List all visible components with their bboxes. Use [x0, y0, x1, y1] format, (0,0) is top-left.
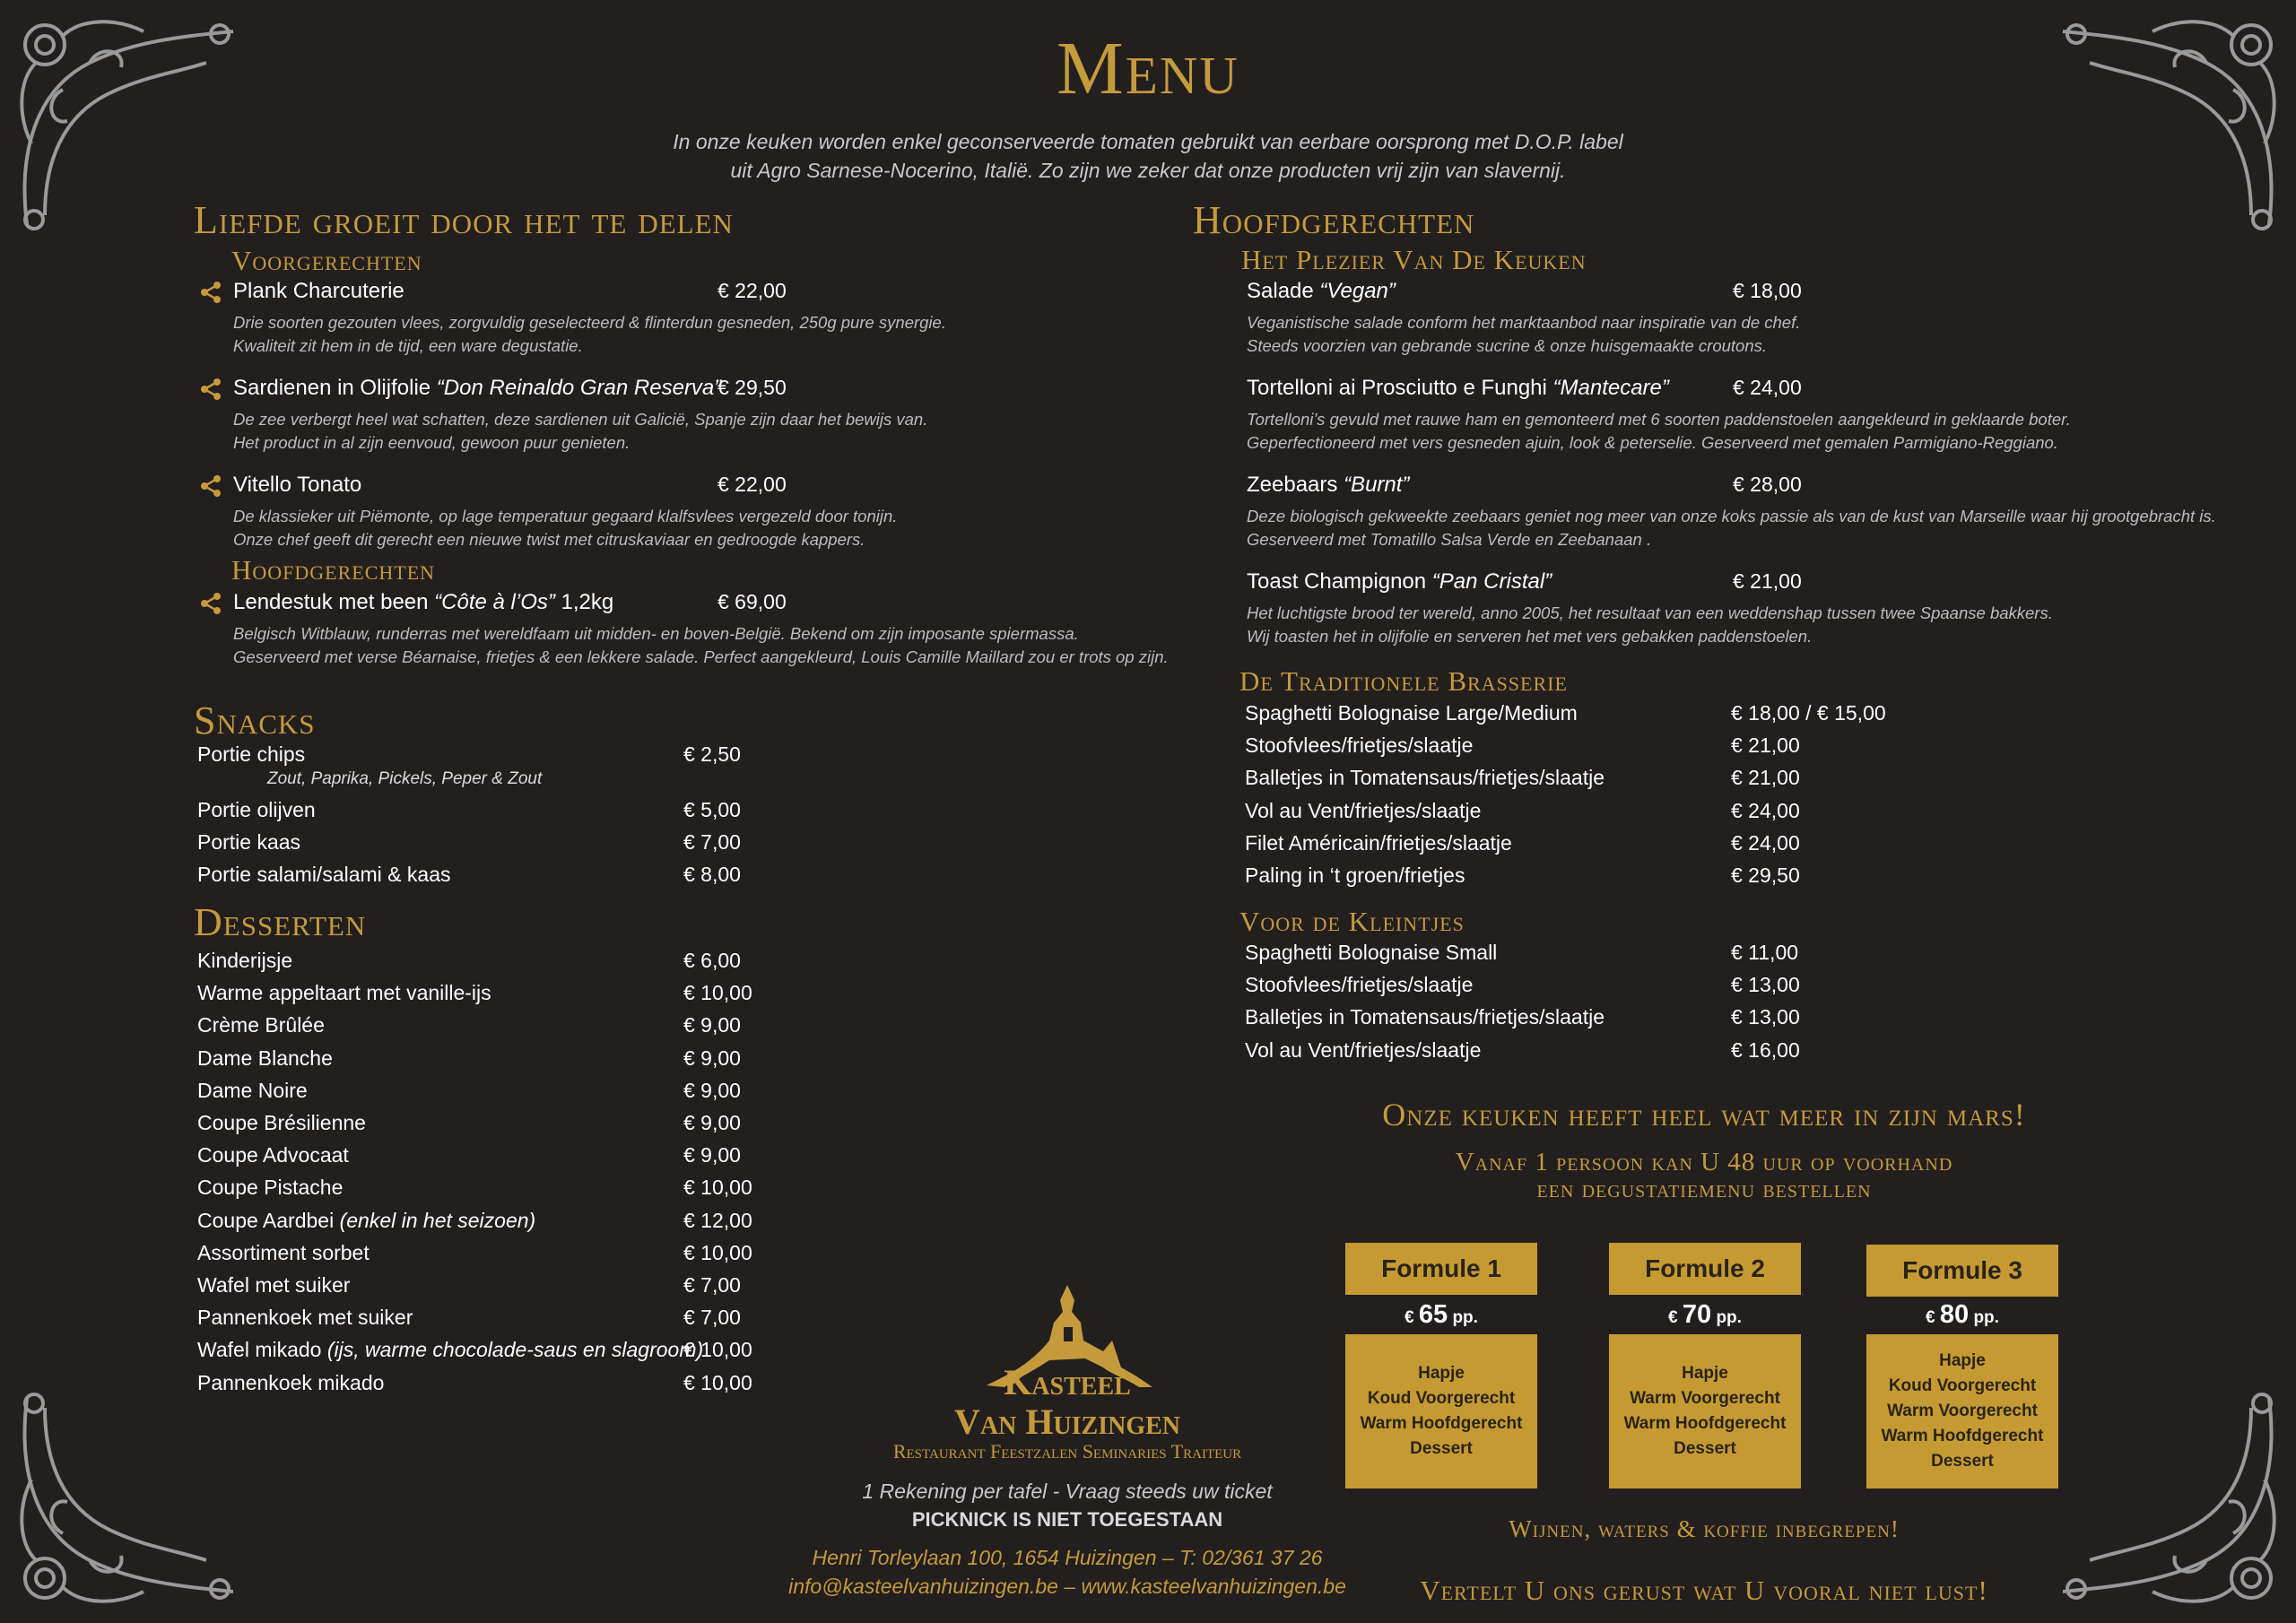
item-name: Vitello Tonato [233, 473, 362, 497]
item-name: Crème Brûlée [197, 1013, 325, 1037]
item-price: € 24,00 [1733, 376, 1802, 399]
picnic-note: PICKNICK IS NIET TOEGESTAAN [911, 1508, 1223, 1531]
formula-course: Warm Hoofdgerecht [1623, 1414, 1787, 1433]
item-price: € 10,00 [683, 1240, 752, 1264]
subsection-brasserie: De Traditionele Brasserie [1239, 665, 1568, 697]
item-name: Spaghetti Bolognaise Large/Medium [1245, 701, 1578, 725]
item-price: € 29,50 [718, 376, 787, 399]
intro-line-1: In onze keuken worden enkel geconserveerde tomaten gebruikt van eerbare oorsprong met D.O.P. label [673, 130, 1623, 153]
brand-tagline: Restaurant Feestzalen Seminaries Traiteur [892, 1440, 1242, 1462]
share-icon [199, 378, 222, 401]
brand-name [861, 1363, 1274, 1442]
item-name: Balletjes in Tomatensaus/frietjes/slaatje [1245, 1005, 1605, 1029]
item-price: € 21,00 [1731, 733, 1800, 758]
item-desc-line-2: Geserveerd met Tomatillo Salsa Verde en Zeebanaan . [1247, 530, 1652, 549]
item-name: Portie kaas [197, 830, 301, 854]
share-icon [199, 592, 222, 615]
item-name: Sardienen in Olijfolie “Don Reinaldo Gran Reserva” [233, 376, 722, 400]
formula-course: Koud Voorgerecht [1367, 1389, 1516, 1408]
item-desc-line-2: Wij toasten het in olijfolie en serveren het met vers gebakken paddenstoelen. [1247, 627, 1813, 646]
item-name: Filet Américain/frietjes/slaatje [1245, 830, 1512, 855]
formula-title: Formule 2 [1609, 1243, 1801, 1295]
item-desc-line-2: Onze chef geeft dit gerecht een nieuwe twist met citruskaviaar en gedroogde kappers. [233, 530, 865, 549]
formula-course: Dessert [1931, 1452, 1994, 1471]
item-price: € 13,00 [1731, 1005, 1800, 1029]
item-price: € 18,00 [1733, 279, 1802, 302]
section-title-desserten: Desserten [194, 900, 367, 944]
brand-line-2: Van Huizingen [953, 1402, 1181, 1442]
item-name: Coupe Advocaat [197, 1143, 349, 1167]
item-desc-line-2: Het product in al zijn eenvoud, gewoon puur genieten. [233, 433, 631, 452]
item-name: Balletjes in Tomatensaus/frietjes/slaatje [1245, 766, 1605, 790]
subsection-plezier: Het Plezier Van De Keuken [1241, 244, 1587, 275]
item-name: Portie chips [197, 742, 306, 766]
item-name: Wafel met suiker [197, 1273, 351, 1297]
item-desc-line-2: Geperfectioneerd met vers gesneden ajuin, look & peterselie. Geserveerd met gemalen Parmigiano-Reggiano. [1247, 433, 2058, 452]
share-icon [199, 474, 222, 498]
item-desc-line-1: Deze biologisch gekweekte zeebaars geniet nog meer van onze koks passie als van de kust van Marseille waar hij grootgebracht is. [1247, 507, 2216, 525]
share-icon [199, 281, 222, 304]
item-name: Coupe Brésilienne [197, 1111, 366, 1134]
item-price: € 10,00 [683, 1370, 752, 1394]
item-price: € 69,00 [718, 590, 787, 613]
formula-course: Warm Voorgerecht [1630, 1389, 1780, 1408]
item-name: Tortelloni ai Prosciutto e Funghi “Mantecare” [1247, 376, 1669, 400]
item-price: € 9,00 [683, 1078, 741, 1102]
formula-course: Warm Voorgerecht [1887, 1402, 2038, 1420]
item-name: Stoofvlees/frietjes/slaatje [1245, 733, 1474, 758]
item-name: Coupe Pistache [197, 1176, 344, 1200]
item-price: € 18,00 / € 15,00 [1731, 701, 1886, 725]
promo-subtitle-1: Vanaf 1 persoon kan U 48 uur op voorhand [1455, 1148, 1953, 1176]
formula-course: Warm Hoofdgerecht [1881, 1427, 2044, 1445]
promo-subtitle-2: een degustatiemenu bestellen [1536, 1175, 1872, 1203]
subsection-kleintjes: Voor de Kleintjes [1239, 906, 1465, 937]
item-price: € 24,00 [1731, 798, 1800, 822]
corner-ornament-bottom-left [9, 1381, 242, 1614]
item-price: € 7,00 [683, 1273, 741, 1297]
item-price: € 21,00 [1733, 569, 1802, 593]
item-desc-line-1: Tortelloni’s gevuld met rauwe ham en gemonteerd met 6 soorten paddenstoelen aangekleurd in geklaarde boter. [1247, 410, 2071, 429]
formula-course: Dessert [1674, 1439, 1736, 1458]
item-desc-line-1: Het luchtigste brood ter wereld, anno 2005, het resultaat van een weddenshap tussen twee Spaanse bakkers. [1247, 603, 2053, 622]
item-price: € 13,00 [1731, 973, 1800, 997]
address: Henri Torleylaan 100, 1654 Huizingen – T: 02/361 37 26 [812, 1546, 1323, 1569]
item-name: Assortiment sorbet [197, 1240, 370, 1264]
item-desc-line-1: De klassieker uit Piëmonte, op lage temperatuur gegaard klalfsvlees vergezeld door tonijn. [233, 507, 898, 525]
formula-courses [1609, 1334, 1801, 1488]
item-price: € 9,00 [683, 1143, 741, 1167]
item-name: Vol au Vent/frietjes/slaatje [1245, 798, 1482, 822]
item-desc-line-1: Veganistische salade conform het marktaanbod naar inspiratie van de chef. [1247, 313, 1801, 332]
item-desc-line-2: Geserveerd met verse Béarnaise, frietjes & een lekkere salade. Perfect aangekleurd, Louis Camille Maillard zou er trots op zijn. [233, 647, 1169, 666]
item-price: € 10,00 [683, 981, 752, 1005]
formula-course: Warm Hoofdgerecht [1360, 1414, 1523, 1433]
item-price: € 7,00 [683, 830, 741, 854]
item-price: € 9,00 [683, 1013, 741, 1037]
intro-text [0, 127, 2296, 185]
item-name: Wafel mikado (ijs, warme chocolade-saus en slagroom) [197, 1338, 704, 1362]
item-name: Pannenkoek met suiker [197, 1306, 413, 1330]
item-price: € 11,00 [1731, 941, 1799, 964]
ticket-note: 1 Rekening per tafel - Vraag steeds uw ticket [862, 1480, 1273, 1503]
closing-note: Vertelt U ons gerust wat U vooral niet lust! [1420, 1575, 1988, 1606]
item-price: € 24,00 [1731, 830, 1800, 855]
subsection-hoofdgerechten-left: Hoofdgerechten [231, 554, 436, 586]
item-price: € 9,00 [683, 1046, 741, 1070]
item-price: € 28,00 [1733, 473, 1802, 496]
page-title: Menu [1057, 27, 1239, 110]
formula-title: Formule 1 [1345, 1243, 1537, 1295]
intro-line-2: uit Agro Sarnese-Nocerino, Italië. Zo zijn we zeker dat onze producten vrij zijn van slavernij. [730, 159, 1566, 182]
item-desc-line-2: Kwaliteit zit hem in de tijd, een ware degustatie. [233, 336, 583, 355]
item-name: Vol au Vent/frietjes/slaatje [1245, 1037, 1482, 1062]
item-name: Toast Champignon “Pan Cristal” [1247, 569, 1552, 594]
formula-price: € 80 pp. [1926, 1300, 1999, 1329]
formula-price: € 70 pp. [1668, 1300, 1742, 1329]
item-name: Spaghetti Bolognaise Small [1245, 941, 1498, 964]
item-name: Stoofvlees/frietjes/slaatje [1245, 973, 1474, 997]
item-name: Paling in ‘t groen/frietjes [1245, 864, 1465, 887]
item-price: € 22,00 [718, 473, 787, 496]
section-title-hoofdgerechten: Hoofdgerechten [1193, 198, 1475, 242]
drinks-note: Wijnen, waters & koffie inbegrepen! [1509, 1515, 1900, 1542]
item-price: € 21,00 [1731, 766, 1800, 790]
item-price: € 9,00 [683, 1111, 741, 1134]
formula-course: Hapje [1682, 1364, 1728, 1383]
item-name: Dame Blanche [197, 1046, 333, 1070]
item-price: € 6,00 [683, 949, 741, 972]
item-price: € 16,00 [1731, 1037, 1800, 1062]
item-name: Kinderijsje [197, 949, 293, 972]
item-name: Dame Noire [197, 1078, 308, 1102]
item-price: € 12,00 [683, 1208, 752, 1232]
section-title-snacks: Snacks [194, 699, 316, 742]
item-name: Plank Charcuterie [233, 279, 404, 303]
chips-flavours-note: Zout, Paprika, Pickels, Peper & Zout [267, 769, 543, 788]
item-price: € 7,00 [683, 1306, 741, 1330]
item-price: € 2,50 [683, 742, 741, 766]
formula-price: € 65 pp. [1405, 1300, 1478, 1329]
formula-courses [1345, 1334, 1537, 1488]
formula-course: Hapje [1939, 1351, 1986, 1370]
item-desc-line-1: Belgisch Witblauw, runderras met wereldfaam uit midden- en boven-België. Bekend om zijn imposante spiermassa. [233, 624, 1079, 643]
item-price: € 10,00 [683, 1176, 752, 1200]
item-desc-line-1: De zee verbergt heel wat schatten, deze sardienen uit Galicië, Spanje zijn daar het bewijs van. [233, 410, 928, 429]
formula-course: Dessert [1410, 1439, 1473, 1458]
item-desc-line-2: Steeds voorzien van gebrande sucrine & onze huisgemaakte croutons. [1247, 336, 1768, 355]
promo-title: Onze keuken heeft heel wat meer in zijn mars! [1382, 1097, 2026, 1133]
formula-course: Koud Voorgerecht [1888, 1376, 2037, 1395]
formula-title: Formule 3 [1866, 1245, 2058, 1297]
item-name: Coupe Aardbei (enkel in het seizoen) [197, 1208, 536, 1232]
item-name: Pannenkoek mikado [197, 1370, 385, 1394]
section-title-delen: Liefde groeit door het te delen [194, 198, 734, 242]
item-name: Zeebaars “Burnt” [1247, 473, 1410, 497]
item-price: € 5,00 [683, 798, 741, 821]
item-price: € 22,00 [718, 279, 787, 302]
contact-links[interactable]: info@kasteelvanhuizingen.be – www.kasteelvanhuizingen.be [788, 1575, 1346, 1598]
item-price: € 8,00 [683, 863, 741, 886]
formula-course: Hapje [1418, 1364, 1465, 1383]
item-name: Portie olijven [197, 798, 316, 821]
item-desc-line-1: Drie soorten gezouten vlees, zorgvuldig geselecteerd & flinterdun gesneden, 250g pure synergie. [233, 313, 946, 332]
item-name: Lendestuk met been “Côte à l’Os” 1,2kg [233, 590, 614, 614]
item-price: € 10,00 [683, 1338, 752, 1362]
item-name: Salade “Vegan” [1247, 279, 1396, 303]
item-name: Warme appeltaart met vanille-ijs [197, 981, 491, 1005]
subsection-voorgerechten: Voorgerechten [231, 245, 422, 276]
brand-line-1: Kasteel [1004, 1362, 1131, 1402]
item-name: Portie salami/salami & kaas [197, 863, 451, 886]
formula-courses [1866, 1334, 2058, 1488]
item-price: € 29,50 [1731, 864, 1800, 887]
